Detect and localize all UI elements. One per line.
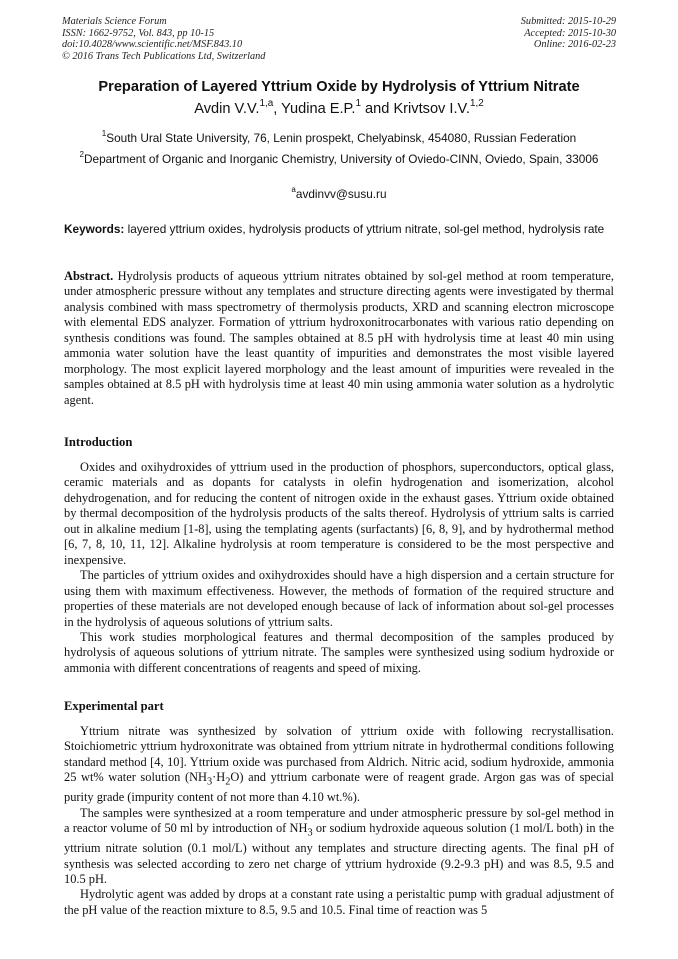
introduction-body [64,460,614,676]
text-run: Yttrium nitrate was synthesized by solvation of yttrium oxide with following recrystallisation. Stoichiometric yttrium hydroxonitrate was obtained from yttrium nitrate in hydrothermal conditions following standard method [4, 10]. Yttrium oxide was purchased from Aldrich. Nitric acid, sodium hydroxide, ammonia 25 wt% water solution (NH [64,724,614,785]
author-separator: , [273,101,282,117]
email-marker: a [291,184,296,194]
keywords-label: Keywords: [64,222,125,236]
publication-dates [521,16,616,51]
contact-email[interactable] [40,184,638,201]
journal-copyright: © 2016 Trans Tech Publications Ltd, Switzerland [62,50,266,62]
subscript: 3 [307,827,313,839]
date-submitted: Submitted: 2015-10-29 [520,16,616,27]
journal-name: Materials Science Forum [62,16,167,27]
journal-issn: ISSN: 1662-9752, Vol. 843, pp 10-15 [62,27,215,39]
abstract-text: Hydrolysis products of aqueous yttrium nitrates obtained by sol-gel method at room temperature, under atmospheric pressure without any templates and structure directing agents were investigated by thermal analysis combined with mass spectrometry of thermolysis products, XRD and scanning electron microscope with elemental EDS analyzer. Formation of yttrium hydroxonitrocarbonates with various ratio depending on synthesis conditions was found. The samples obtained at 8.5 pH with hydrolysis time at least 40 min using ammonia water solution have the least quantity of impurities and demonstrates the most visible layered morphology. The most explicit layered morphology and the least amount of impurities were revealed in the samples obtained at 8.5 pH with hydrolysis time at least 40 min using ammonia water solution as a hydrolytic agent. [64,269,614,407]
date-accepted: Accepted: 2015-10-30 [524,27,616,39]
affil-text: Department of Organic and Inorganic Chemistry, University of Oviedo-CINN, Oviedo, Spain, 33006 [83,152,599,166]
text-run: O) and yttrium carbonate were of reagent grade. Argon gas was of special purity grade (impurity content of not more than 4.10 wt.%). [64,770,615,805]
experimental-heading: Experimental part [64,699,164,713]
paragraph: Hydrolytic agent was added by drops at a constant rate using a peristaltic pump with gradual adjustment of the pH value of the reaction mixture to 8.5, 9.5 and 10.5. Final time of reaction was 5 [64,887,614,917]
affiliation-1 [64,130,614,146]
author-affil-sup: 1,a [259,97,274,109]
text-run: ·H [212,770,226,785]
abstract-label: Abstract. [64,269,114,283]
journal-info [62,16,265,62]
date-online: Online: 2016-02-23 [533,39,616,51]
affil-marker: 1 [101,128,107,138]
author-name: Krivtsov I.V. [393,101,470,117]
author-name: Avdin V.V. [194,101,260,117]
paper-title: Preparation of Layered Yttrium Oxide by Hydrolysis of Yttrium Nitrate [98,79,580,95]
email-address[interactable]: avdinvv@susu.ru [295,187,387,201]
paragraph: This work studies morphological features and thermal decomposition of the samples produced by hydrolysis of aqueous solutions of yttrium nitrate. The samples were synthesized using sodium hydroxide or ammonia with different concentrations of reagents and speed of mixing. [64,629,614,675]
paragraph: The particles of yttrium oxides and oxihydroxides should have a high dispersion and a certain structure for using them with maximum effectiveness. However, the methods of formation of the required structure and properties of these materials are not developed enough because of lack of information about sol-gel processes in the hydrolysis of aqueous solutions of yttrium salts. [64,568,614,629]
subscript: 2 [225,776,231,788]
keywords-text: layered yttrium oxides, hydrolysis products of yttrium nitrate, sol-gel method, hydrolysis rate [124,222,605,236]
affil-text: South Ural State University, 76, Lenin prospekt, Chelyabinsk, 454080, Russian Federation [106,131,577,145]
journal-doi[interactable]: doi:10.4028/www.scientific.net/MSF.843.10 [62,39,243,51]
text-run: The samples were synthesized at a room temperature and under atmospheric pressure by sol-gel method in a reactor volume of 50 ml by introduction of NH [64,805,614,836]
abstract-paragraph [64,269,614,408]
abstract [64,269,614,408]
author-affil-sup: 1 [355,97,361,109]
paragraph [64,724,614,806]
experimental-body [64,724,614,918]
affiliation-2 [64,151,614,167]
author-separator: and [360,101,394,117]
subscript: 3 [207,776,213,788]
introduction-heading: Introduction [64,435,133,449]
author-list [40,97,638,117]
paragraph [64,806,614,888]
author-affil-sup: 1,2 [469,97,484,109]
text-run: or sodium hydroxide aqueous solution (1 mol/L both) in the yttrium nitrate solution (0.1 mol/L) without any templates and structure directing agents. The final pH of synthesis was selected according to zero net charge of yttrium hydroxide (9.2-9.3 pH) and was 8.5, 9.5 and 10.5 pH. [64,821,615,887]
keywords [64,221,614,237]
paragraph: Oxides and oxihydroxides of yttrium used in the production of phosphors, superconductors, optical glass, ceramic materials and as dopants for catalysts in olefin hydrogenation and isomerization, alcohol dehydrogenation, and for reducing the content of nitrogen oxide in the exhaust gases. Yttrium oxide obtained by thermal decomposition of the hydrolysis products of the salts thereof. Hydrolysis of yttrium salts is carried out in alkaline medium [1-8], using the templating agents (surfactants) [6, 8, 9], and by hydrothermal method [6, 7, 8, 10, 11, 12]. Alkaline hydrolysis at room temperature is considered to be the most perspective and inexpensive. [64,460,614,567]
author-name: Yudina E.P. [281,101,356,117]
affil-marker: 2 [79,149,84,159]
